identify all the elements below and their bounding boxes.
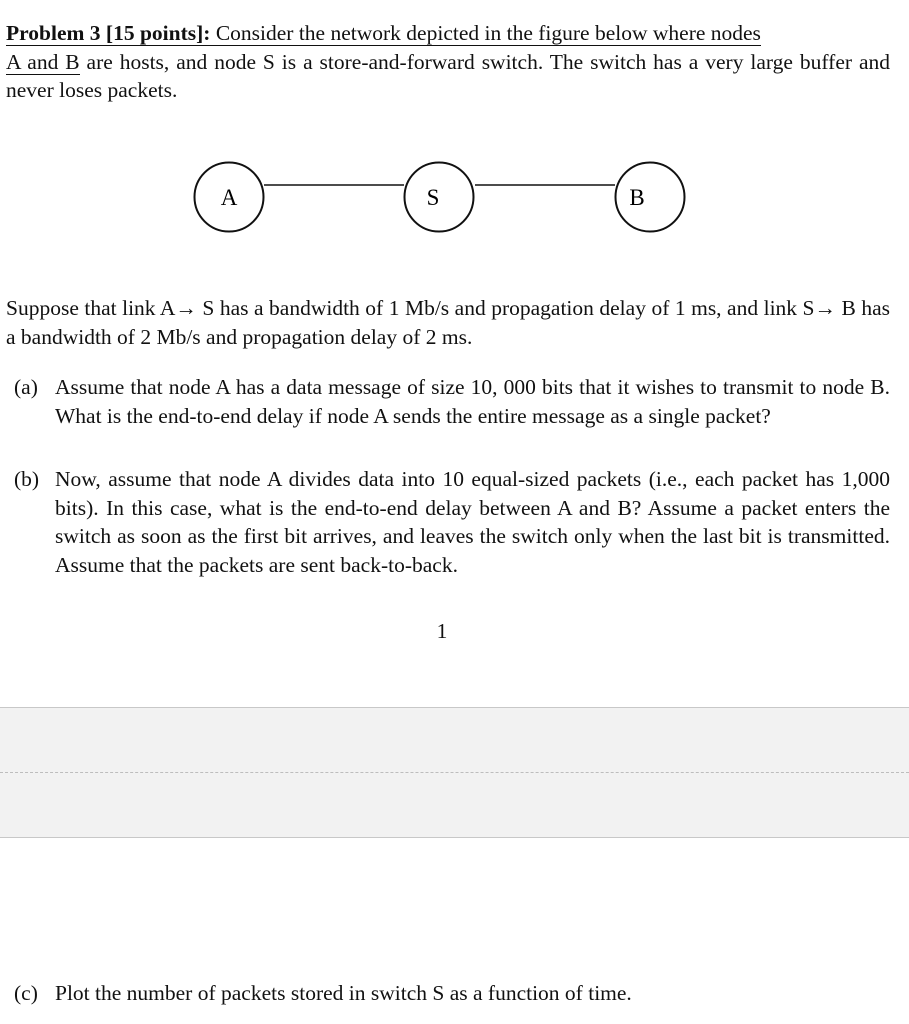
page-break [0,707,909,838]
page-break-divider [0,772,909,773]
node-b-circle [616,163,685,232]
page-number: 1 [436,619,448,643]
question-c-text: Plot the number of packets stored in switch S as a function of time. [55,981,632,1005]
link-assumptions: Suppose that link A→ S has a bandwidth of 1 Mb/s and propagation delay of 1 ms, and link S→ B has a bandwidth of 2 Mb/s and propagation delay of 2 ms. [6,296,890,349]
node-b-label: B [629,185,645,210]
problem-heading: Problem 3 [15 points]: Consider the network depicted in the figure below where nodes A and B [6,21,761,74]
intro-text: are hosts, and node S is a store-and-forward switch. The switch has a very large buffer and never loses packets. [6,49,890,102]
question-c-tag: (c) [14,981,38,1005]
question-a-text: Assume that node A has a data message of size 10, 000 bits that it wishes to transmit to node B. What is the end-to-end delay if node A sends the entire message as a single packet? [55,375,890,428]
node-s-label: S [426,185,440,210]
question-a [0,373,890,463]
question-a-tag: (a) [14,375,38,399]
problem-intro [6,19,890,105]
question-c [0,979,890,1009]
question-b-tag: (b) [14,467,40,491]
network-diagram [0,150,909,250]
question-b-text: Now, assume that node A divides data into 10 equal-sized packets (i.e., each packet has 1,000 bits). In this case, what is the end-to-end delay between A and B? Assume a packet enters the switch as soon as the first bit arrives, and leaves the switch only when the last bit is transmitted. Assume that the packets are sent back-to-back. [55,467,890,577]
node-a-label: A [220,185,238,210]
question-b [0,465,890,585]
